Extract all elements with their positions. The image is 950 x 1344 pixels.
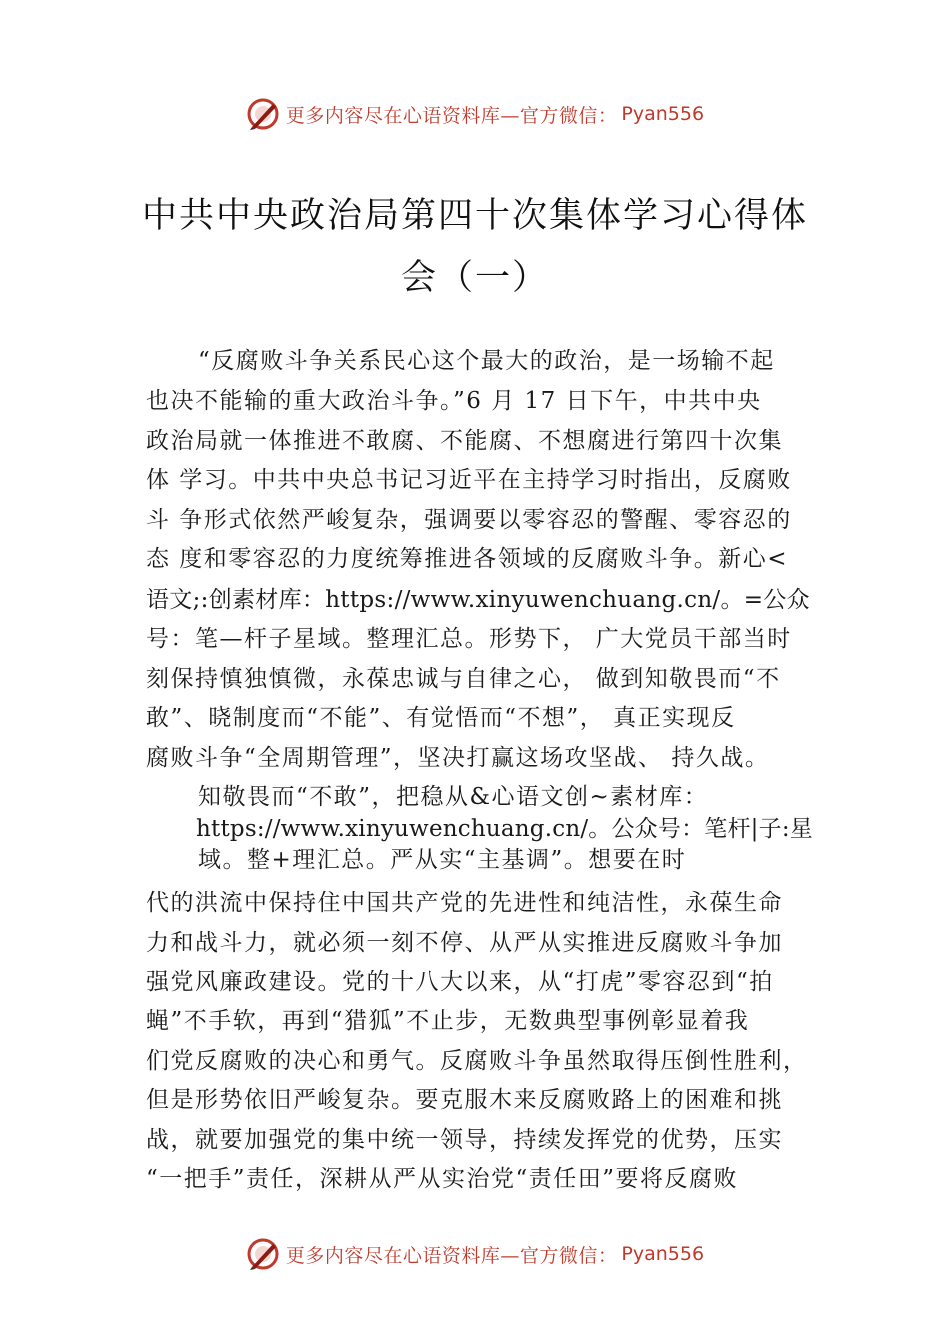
body-line: 敢”、晓制度而“不能”、有觉悟而“不想”， 真正实现反	[146, 705, 736, 731]
body-line: “一把手”责任，深耕从严从实治党“责任田”要将反腐败	[146, 1166, 739, 1192]
body-line: 政治局就一体推进不敢腐、不能腐、不想腐进行第四十次集	[146, 428, 783, 454]
body-line: 们党反腐败的决心和勇气。反腐败斗争虽然取得压倒性胜利，	[146, 1048, 808, 1074]
body-line: “反腐败斗争关系民心这个最大的政治，是一场输不起	[198, 348, 775, 374]
banner-text: 更多内容尽在心语资料库—官方微信：	[285, 1244, 618, 1267]
banner-wechat-id: Pyan556	[621, 1243, 705, 1265]
pen-logo-icon	[246, 97, 280, 131]
body-line: 号：笔—杆子星域。整理汇总。形势下， 广大党员干部当时	[146, 626, 792, 652]
body-line: 域。整+理汇总。严从实“主基调”。想要在时	[198, 847, 687, 873]
document-title-line-2: 会（一）	[400, 258, 549, 298]
body-line: 力和战斗力，就必须一刻不停、从严从实推进反腐败斗争加	[146, 930, 783, 956]
body-line: 代的洪流中保持住中国共产党的先进性和纯洁性，永葆生命	[146, 890, 783, 916]
body-line: 但是形势依旧严峻复杂。要克服木来反腐败路上的困难和挑	[146, 1087, 783, 1113]
footer-banner	[0, 1234, 950, 1274]
body-line: 刻保持慎独慎微，永葆忠诚与自律之心， 做到知敬畏而“不	[146, 666, 781, 692]
body-line: 知敬畏而“不敢”，把稳从&心语文创~素材库：	[198, 784, 709, 810]
header-banner	[0, 94, 950, 134]
body-line: 强党风廉政建设。党的十八大以来，从“打虎”零容忍到“拍	[146, 969, 774, 995]
body-line: 也决不能输的重大政治斗争。”6 月 17 日下午，中共中央	[146, 388, 762, 414]
body-line: 战，就要加强党的集中统一领导，持续发挥党的优势，压实	[146, 1127, 783, 1153]
body-line: 体 学习。中共中央总书记习近平在主持学习时指出，反腐败	[146, 467, 792, 493]
body-line: 语文;:创素材库：https://www.xinyuwenchuang.cn/。=公众	[146, 587, 810, 613]
body-line: 腐败斗争“全周期管理”，坚决打赢这场攻坚战、 持久战。	[146, 745, 770, 771]
body-line: 蝇”不手软，再到“猎狐”不止步，无数典型事例彰显着我	[146, 1008, 750, 1034]
banner-text: 更多内容尽在心语资料库—官方微信：	[285, 104, 618, 127]
document-title-line-1: 中共中央政治局第四十次集体学习心得体	[141, 196, 808, 236]
body-line: 斗 争形式依然严峻复杂，强调要以零容忍的警醒、零容忍的	[146, 507, 792, 533]
pen-logo-icon	[246, 1237, 280, 1271]
body-line: https://www.xinyuwenchuang.cn/。公众号：笔杆|子:星	[196, 816, 813, 842]
body-line: 态 度和零容忍的力度统筹推进各领域的反腐败斗争。新心<	[146, 546, 789, 572]
banner-wechat-id: Pyan556	[621, 103, 705, 125]
